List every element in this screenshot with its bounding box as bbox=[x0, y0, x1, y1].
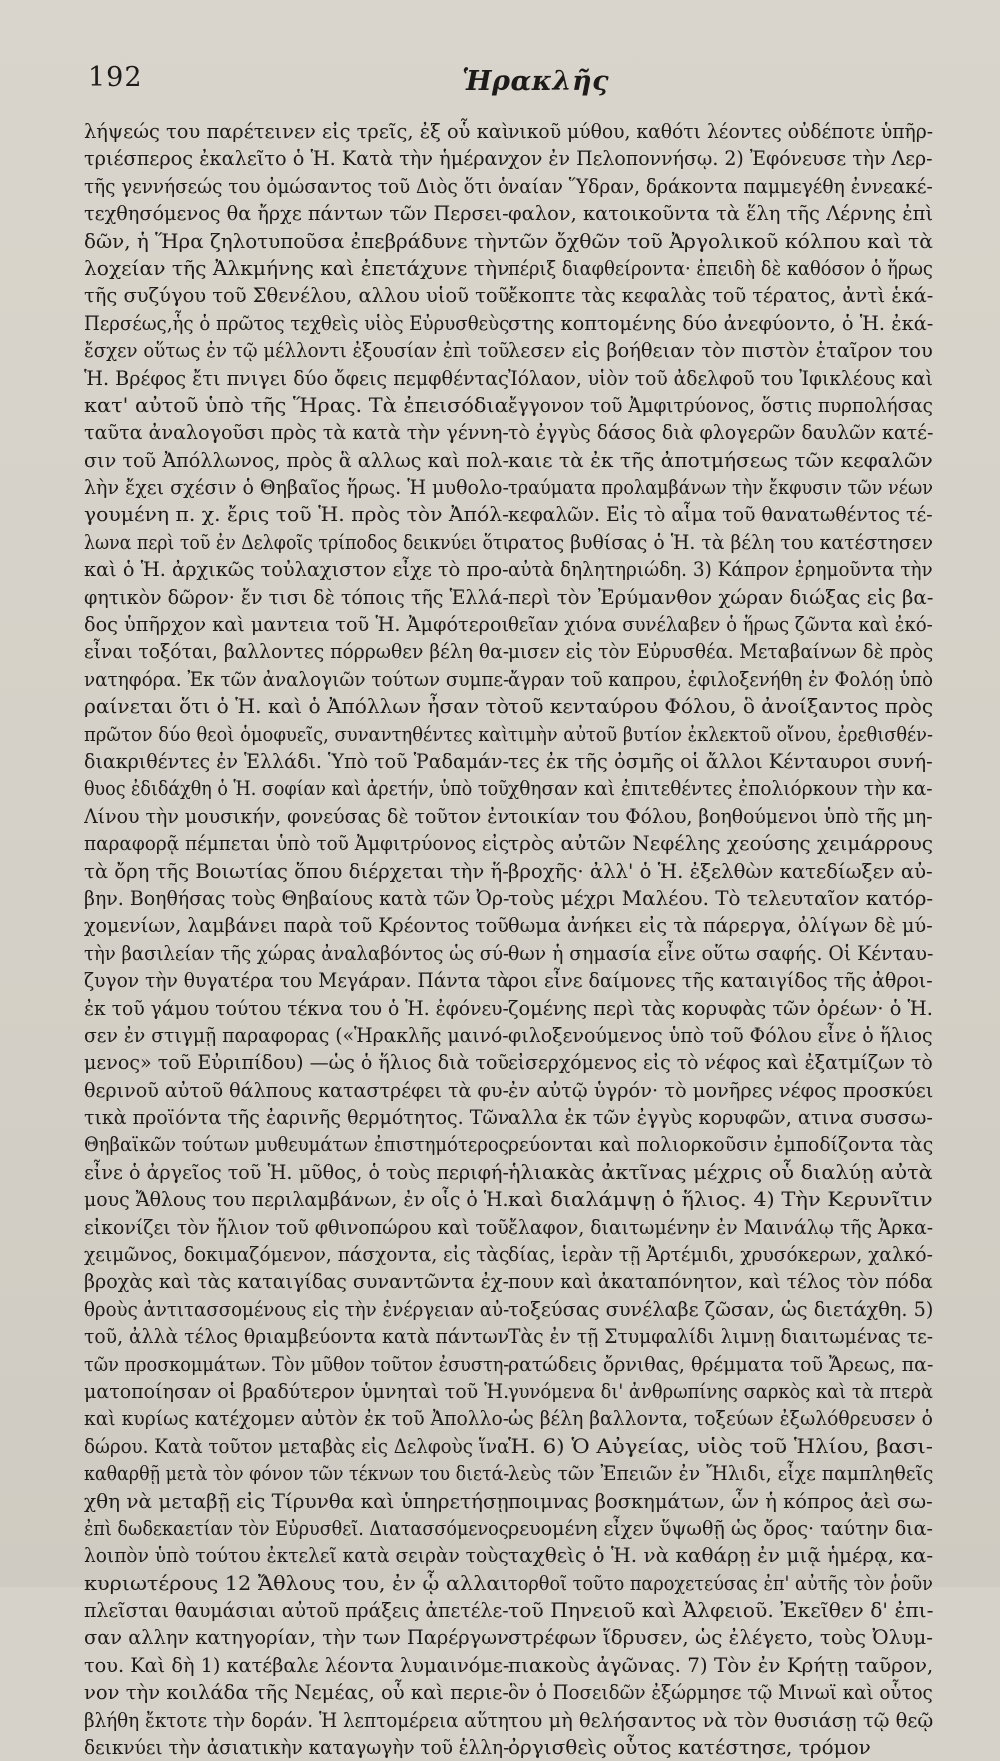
text-line bbox=[508, 310, 933, 337]
text-line-content: λοιπὸν ὑπὸ τούτου ἐκτελεῖ κατὰ σειρὰν τοὺς bbox=[84, 1543, 509, 1568]
text-line bbox=[508, 611, 933, 638]
text-line bbox=[508, 1022, 933, 1049]
text-line bbox=[84, 830, 509, 857]
text-line bbox=[508, 1049, 933, 1076]
text-line bbox=[508, 200, 933, 227]
text-line-content: νατηφόρα. Ἐκ τῶν ἀναλογιῶν τούτων συμπε- bbox=[84, 666, 509, 691]
text-line-content: χειμῶνος, δοκιμαζόμενον, πάσχοντα, εἰς τὰς bbox=[84, 1242, 509, 1267]
text-line bbox=[84, 255, 509, 282]
text-line bbox=[508, 1186, 933, 1213]
text-line bbox=[508, 995, 933, 1022]
text-line bbox=[508, 1652, 933, 1679]
text-line-content: τοῦ, ἀλλὰ τέλος θριαμβεύοντα κατὰ πάντων bbox=[84, 1324, 509, 1349]
text-line bbox=[508, 1707, 933, 1734]
text-line bbox=[508, 1104, 933, 1131]
text-line-content: τοξεύσας συνέλαβε ζῶσαν, ὡς διετάχθη. 5) bbox=[508, 1296, 933, 1321]
text-line bbox=[84, 1488, 509, 1515]
text-line bbox=[84, 200, 509, 227]
text-line-content: σεν ἐν στιγμῇ παραφορας («Ἡρακλῆς μαινό- bbox=[84, 1022, 509, 1047]
text-line bbox=[508, 501, 933, 528]
text-line-content: τρὸς αὐτῶν Νεφέλης χεούσης χειμάρρους bbox=[508, 831, 933, 856]
text-line bbox=[84, 365, 509, 392]
text-line bbox=[84, 1679, 509, 1706]
text-line-content: τῆς συζύγου τοῦ Σθενέλου, αλλου υἱοῦ τοῦ bbox=[84, 283, 509, 308]
text-line bbox=[84, 1104, 509, 1131]
text-line-content: τῶν προσκομμάτων. Τὸν μῦθον τοῦτον ἐσυστη- bbox=[84, 1351, 509, 1376]
text-line bbox=[508, 912, 933, 939]
text-line-content: πέριξ διαφθείροντα· ἐπειδὴ δὲ καθόσον ὁ ἥρως bbox=[508, 255, 933, 280]
text-line bbox=[84, 638, 509, 665]
text-line-content: λεὺς τῶν Ἐπειῶν ἐν Ἤλιδι, εἶχε παμπληθεῖς bbox=[508, 1461, 933, 1486]
text-line bbox=[84, 1405, 509, 1432]
text-line bbox=[508, 1542, 933, 1569]
text-line bbox=[84, 1296, 509, 1323]
text-line bbox=[508, 228, 933, 255]
text-line-content: χθησαν καὶ ἐπιτεθέντες ἐπολιόρκουν τὴν κα- bbox=[508, 776, 933, 801]
text-line bbox=[84, 1077, 509, 1104]
text-line bbox=[84, 529, 509, 556]
text-line bbox=[508, 1268, 933, 1295]
text-line-content: κατ' αὐτοῦ ὑπὸ τῆς Ἥρας. Τὰ ἐπεισόδια bbox=[84, 392, 509, 417]
text-line bbox=[84, 748, 509, 775]
text-line-content: τὰ ὄρη τῆς Βοιωτίας ὅπου διέρχεται τὴν ἥ- bbox=[84, 858, 509, 883]
text-line-content: τοῦ κενταύρου Φόλου, ὃ ἀνοίξαντος πρὸς bbox=[508, 694, 933, 719]
text-line-content: ἄγραν τοῦ καπρου, ἐφιλοξενήθη ἐν Φολόῃ ὑπὸ bbox=[508, 666, 933, 691]
text-line bbox=[84, 392, 509, 419]
text-line-content: εἰκονίζει τὸν ἥλιον τοῦ φθινοπώρου καὶ τοῦ bbox=[84, 1214, 509, 1239]
text-line-content: πιακοὺς ἀγῶνας. 7) Τὸν ἐν Κρήτῃ ταῦρον, bbox=[508, 1652, 933, 1677]
text-line-content: τὴν βασιλείαν τῆς χώρας ἀναλαβόντος ὡς σύ- bbox=[84, 940, 509, 965]
text-line bbox=[84, 501, 509, 528]
text-line-content: δος ὑπῆρχον καὶ μαντεια τοῦ Ἡ. Ἀμφότεροι bbox=[84, 612, 509, 637]
text-line bbox=[508, 173, 933, 200]
text-line-content: ρεύονται καὶ πολιορκοῦσιν ἐμποδίζοντα τὰς bbox=[508, 1132, 933, 1157]
text-line bbox=[508, 1460, 933, 1487]
text-line-content: δῶν, ἡ Ἥρα ζηλοτυποῦσα ἐπεβράδυνε τὴν bbox=[84, 228, 509, 253]
text-line bbox=[84, 940, 509, 967]
text-line-content: τῆς γεννήσεώς του ὀμώσαντος τοῦ Διὸς ὅτι ὁ bbox=[84, 173, 509, 198]
text-line bbox=[508, 474, 933, 501]
text-line-content: φιλοξενούμενος ὑπὸ τοῦ Φόλου εἶνε ὁ ἥλιος bbox=[508, 1022, 933, 1047]
text-line-content: λωνα περὶ τοῦ ἐν Δελφοῖς τρίποδος δεικνύει ὅτι bbox=[84, 529, 509, 554]
text-line-content: θυος ἐδιδάχθη ὁ Ἡ. σοφίαν καὶ ἀρετήν, ὑπὸ τοῦ bbox=[84, 776, 509, 801]
text-line bbox=[84, 1734, 509, 1761]
text-line bbox=[508, 1378, 933, 1405]
text-line bbox=[508, 775, 933, 802]
text-line-content: τες ἐκ τῆς ὀσμῆς οἱ ἄλλοι Κένταυροι συνή- bbox=[508, 748, 933, 773]
text-line bbox=[84, 912, 509, 939]
text-line-content: Περσέως,ἧς ὁ πρῶτος τεχθεὶς υἱὸς Εὐρυσθεὺς bbox=[84, 310, 509, 335]
text-line bbox=[84, 118, 509, 145]
text-line-content: Ἡ. Βρέφος ἔτι πνιγει δύο ὄφεις πεμφθέντας bbox=[84, 365, 509, 390]
text-line bbox=[508, 1351, 933, 1378]
text-line bbox=[508, 1433, 933, 1460]
text-line-content: βην. Βοηθήσας τοὺς Θηβαίους κατὰ τῶν Ὀρ- bbox=[84, 885, 509, 910]
text-line bbox=[508, 748, 933, 775]
text-line bbox=[84, 803, 509, 830]
text-line bbox=[84, 1214, 509, 1241]
text-line-content: τραύματα προλαμβάνων τὴν ἔκφυσιν τῶν νέων bbox=[508, 475, 933, 500]
text-line-content: αλλα ἐκ τῶν ἐγγὺς κορυφῶν, ατινα συσσω- bbox=[508, 1105, 933, 1130]
text-line-content: ροι εἶνε δαίμονες τῆς καταιγίδος τῆς ἀθροι- bbox=[508, 968, 933, 993]
text-line-content: διακριθέντες ἐν Ἑλλάδι. Ὑπὸ τοῦ Ῥαδαμάν- bbox=[84, 748, 509, 773]
text-line-content: τριέσπερος ἐκαλεῖτο ὁ Ἡ. Κατὰ τὴν ἡμέραν bbox=[84, 146, 509, 171]
text-line-content: σιν τοῦ Ἀπόλλωνος, πρὸς ἃ αλλως καὶ πολ- bbox=[84, 447, 509, 472]
text-line bbox=[508, 118, 933, 145]
text-line-content: ἔκοπτε τὰς κεφαλὰς τοῦ τέρατος, ἀντὶ ἑκά- bbox=[508, 283, 933, 308]
text-line bbox=[508, 1077, 933, 1104]
text-line bbox=[508, 830, 933, 857]
text-line-content: στρέφων ἵδρυσεν, ὡς ἐλέγετο, τοὺς Ὀλυμ- bbox=[508, 1625, 933, 1650]
text-line bbox=[508, 666, 933, 693]
text-line-content: του μὴ θελήσαντος νὰ τὸν θυσιάσῃ τῷ θεῷ bbox=[508, 1707, 933, 1732]
text-line-content: ἔσχεν οὕτως ἐν τῷ μέλλοντι ἐξουσίαν ἐπὶ τοῦ bbox=[84, 338, 509, 363]
text-line-content: λὴν ἔχει σχέσιν ὁ Θηβαῖος ἥρως. Ἡ μυθολο- bbox=[84, 475, 509, 500]
text-line bbox=[84, 1131, 509, 1158]
text-line bbox=[508, 447, 933, 474]
text-line-content: ἡλιακὰς ἀκτῖνας μέχρις οὗ διαλύῃ αὐτὰ bbox=[508, 1159, 933, 1184]
text-line bbox=[84, 228, 509, 255]
text-line-content: ζυγον τὴν θυγατέρα του Μεγάραν. Πάντα τὰ bbox=[84, 968, 509, 993]
text-line-content: τοὺς μέχρι Μαλέου. Τὸ τελευταῖον κατόρ- bbox=[508, 885, 933, 910]
text-line-content: ταχθεὶς ὁ Ἡ. νὰ καθάρῃ ἐν μιᾷ ἡμέρᾳ, κα- bbox=[508, 1543, 933, 1568]
text-line-content: πουν καὶ ἀκαταπόνητον, καὶ τέλος τὸν πόδα bbox=[508, 1269, 933, 1294]
text-line-content: εἶναι τοξόται, βαλλοντες πόρρωθεν βέλη θα- bbox=[84, 639, 509, 664]
text-line bbox=[84, 419, 509, 446]
text-line-content: κεφαλῶν. Εἰς τὸ αἷμα τοῦ θανατωθέντος τέ- bbox=[508, 502, 933, 527]
text-line bbox=[508, 556, 933, 583]
text-line-content: ραίνεται ὅτι ὁ Ἡ. καὶ ὁ Ἀπόλλων ἦσαν τὸ bbox=[84, 694, 509, 719]
text-line bbox=[84, 1433, 509, 1460]
text-line-content: ἐκ τοῦ γάμου τούτου τέκνα του ὁ Ἡ. ἐφόνευ- bbox=[84, 995, 509, 1020]
text-line bbox=[508, 940, 933, 967]
text-line bbox=[84, 556, 509, 583]
text-line bbox=[508, 638, 933, 665]
text-line-content: τοικίαν του Φόλου, βοηθούμενοι ὑπὸ τῆς μη- bbox=[508, 803, 933, 828]
text-line-content: γυνόμενα δι' ἀνθρωπίνης σαρκὸς καὶ τὰ πτερὰ bbox=[508, 1378, 933, 1403]
text-line bbox=[84, 1460, 509, 1487]
text-line bbox=[84, 1542, 509, 1569]
text-line bbox=[84, 310, 509, 337]
text-line bbox=[508, 858, 933, 885]
text-line-content: Ἰόλαον, υἱὸν τοῦ ἀδελφοῦ του Ἰφικλέους καὶ bbox=[508, 365, 933, 390]
text-line bbox=[84, 474, 509, 501]
text-line-content: τορθοῖ τοῦτο παροχετεύσας ἐπ' αὐτῆς τὸν ῥοῦν bbox=[508, 1570, 933, 1595]
text-line bbox=[84, 1351, 509, 1378]
text-line bbox=[84, 858, 509, 885]
text-line-content: καὶ διαλάμψῃ ὁ ἥλιος. 4) Τὴν Κερυνῖτιν bbox=[508, 1187, 933, 1212]
text-line-content: μους Ἄθλους του περιλαμβάνων, ἐν οἷς ὁ Ἡ. bbox=[84, 1187, 509, 1212]
text-line bbox=[84, 1323, 509, 1350]
text-line bbox=[84, 1707, 509, 1734]
text-line bbox=[84, 447, 509, 474]
text-line-content: βροχῆς· ἀλλ' ὁ Ἡ. ἐξελθὼν κατεδίωξεν αὐ- bbox=[508, 858, 933, 883]
text-line-content: δεικνύει τὴν ἀσιατικὴν καταγωγὴν τοῦ ἑλλη- bbox=[84, 1735, 509, 1760]
text-line bbox=[508, 1323, 933, 1350]
text-line bbox=[84, 775, 509, 802]
text-line bbox=[84, 1378, 509, 1405]
text-line-content: μισεν εἰς τὸν Εὐρυσθέα. Μεταβαίνων δὲ πρὸς bbox=[508, 639, 933, 664]
running-title: Ἡρακλῆς bbox=[462, 66, 610, 97]
text-line bbox=[508, 365, 933, 392]
text-line bbox=[508, 885, 933, 912]
text-line bbox=[84, 1570, 509, 1597]
text-line-content: θεῖαν χιόνα συνέλαβεν ὁ ἥρως ζῶντα καὶ ἐκό- bbox=[508, 612, 933, 637]
text-line-content: θωμα ἀνήκει εἰς τὰ πάρεργα, ὀλίγων δὲ μύ- bbox=[508, 913, 933, 938]
text-line-content: φαλον, κατοικοῦντα τὰ ἕλη τῆς Λέρνης ἐπὶ bbox=[508, 201, 933, 226]
text-line-content: Τὰς ἐν τῇ Στυμφαλίδι λιμνῃ διαιτωμένας τε- bbox=[508, 1324, 933, 1349]
text-line bbox=[508, 1570, 933, 1597]
text-line-content: χον ἐν Πελοποννήσῳ. 2) Ἐφόνευσε τὴν Λερ- bbox=[508, 146, 933, 171]
text-line-content: ματοποίησαν οἱ βραδύτερον ὑμνηταὶ τοῦ Ἡ. bbox=[84, 1378, 509, 1403]
text-line bbox=[84, 1652, 509, 1679]
text-line-content: του. Καὶ δὴ 1) κατέβαλε λέοντα λυμαινόμε- bbox=[84, 1652, 509, 1677]
text-line bbox=[508, 392, 933, 419]
text-line bbox=[508, 1405, 933, 1432]
text-line bbox=[508, 1597, 933, 1624]
text-line-content: Θηβαϊκῶν τούτων μυθευμάτων ἐπιστημότερος bbox=[84, 1132, 509, 1157]
text-line bbox=[84, 666, 509, 693]
text-line-content: θων ἡ σημασία εἶνε οὕτω σαφής. Οἱ Κένταυ- bbox=[508, 940, 933, 965]
text-line bbox=[84, 611, 509, 638]
text-line bbox=[508, 693, 933, 720]
text-line-content: φητικὸν δῶρον· ἔν τισι δὲ τόποις τῆς Ἑλλά- bbox=[84, 584, 509, 609]
text-line bbox=[84, 967, 509, 994]
text-line-content: τιμὴν αὐτοῦ βυτίον ἐκλεκτοῦ οἴνου, ἐρεθισθέν- bbox=[508, 721, 933, 746]
left-text-column bbox=[84, 118, 509, 1761]
text-line-content: δίας, ἱερὰν τῇ Ἀρτέμιδι, χρυσόκερων, χαλκό- bbox=[508, 1242, 933, 1267]
text-line-content: μενος» τοῦ Εὐριπίδου) —ὡς ὁ ἥλιος διὰ τοῦ bbox=[84, 1050, 509, 1075]
text-line-content: λήψεώς του παρέτεινεν εἰς τρεῖς, ἐξ οὗ καὶ bbox=[84, 119, 509, 143]
text-line-content: ἔλαφον, διαιτωμένην ἐν Μαινάλῳ τῆς Ἀρκα- bbox=[508, 1214, 933, 1239]
text-line bbox=[84, 1597, 509, 1624]
text-line-content: στης κοπτομένης δύο ἀνεφύοντο, ὁ Ἡ. ἐκά- bbox=[508, 310, 933, 335]
text-line-content: ὡς βέλη βαλλοντα, τοξεύων ἐξωλόθρευσεν ὁ bbox=[508, 1406, 933, 1431]
text-line bbox=[508, 1214, 933, 1241]
text-line-content: τοῦ Πηνειοῦ καὶ Ἀλφειοῦ. Ἐκεῖθεν δ' ἐπι- bbox=[508, 1598, 933, 1623]
text-line bbox=[84, 1022, 509, 1049]
text-line-content: ἔγγονον τοῦ Ἀμφιτρύονος, ὅστις πυρπολήσας bbox=[508, 392, 933, 417]
text-line bbox=[508, 1515, 933, 1542]
page-number: 192 bbox=[88, 62, 143, 93]
text-line-content: σαν αλλην κατηγορίαν, τὴν των Παρέργων bbox=[84, 1625, 509, 1650]
text-line bbox=[84, 885, 509, 912]
text-line bbox=[508, 967, 933, 994]
text-line bbox=[508, 419, 933, 446]
text-line bbox=[84, 1159, 509, 1186]
text-line-content: τῶν ὄχθῶν τοῦ Ἀργολικοῦ κόλπου καὶ τὰ bbox=[508, 228, 933, 253]
text-line bbox=[84, 1186, 509, 1213]
text-line bbox=[508, 1131, 933, 1158]
text-line bbox=[508, 1679, 933, 1706]
text-line bbox=[508, 145, 933, 172]
text-line bbox=[84, 721, 509, 748]
text-line bbox=[84, 1515, 509, 1542]
text-line-content: καὶ ὁ Ἡ. ἀρχικῶς τοὐλαχιστον εἶχε τὸ προ- bbox=[84, 557, 509, 582]
text-line bbox=[508, 1488, 933, 1515]
text-line bbox=[84, 337, 509, 364]
text-line bbox=[508, 1296, 933, 1323]
text-line-content: ναίαν Ὕδραν, δράκοντα παμμεγέθη ἐννεακέ- bbox=[508, 173, 933, 198]
text-line bbox=[84, 584, 509, 611]
text-line-content: πρῶτον δύο θεοὶ ὁμοφυεῖς, συναντηθέντες καὶ bbox=[84, 721, 509, 746]
text-line-content: τεχθησόμενος θα ἤρχε πάντων τῶν Περσει- bbox=[84, 201, 509, 226]
text-line bbox=[84, 693, 509, 720]
text-line-content: εἶνε ὁ ἀργεῖος τοῦ Ἡ. μῦθος, ὁ τοὺς περιφή- bbox=[84, 1159, 509, 1184]
text-line-content: ζομένης περὶ τὰς κορυφὰς τῶν ὀρέων· ὁ Ἡ. bbox=[508, 995, 933, 1020]
text-line-content: θροὺς ἀντιτασσομένους εἰς τὴν ἐνέργειαν αὐ- bbox=[84, 1296, 509, 1321]
text-line-content: ταῦτα ἀναλογοῦσι πρὸς τὰ κατὰ τὴν γέννη- bbox=[84, 420, 509, 445]
text-line-content: καιε τὰ ἐκ τῆς ἀποτμήσεως τῶν κεφαλῶν bbox=[508, 447, 933, 472]
text-line bbox=[84, 282, 509, 309]
text-line-content: αὐτὰ δηλητηριώδη. 3) Κάπρον ἐρημοῦντα τὴν bbox=[508, 557, 933, 582]
text-line-content: ρευομένη εἶχεν ὕψωθῇ ὡς ὄρος· ταύτην δια- bbox=[508, 1515, 933, 1540]
text-line-content: χομενίων, λαμβάνει παρὰ τοῦ Κρέοντος τοῦ bbox=[84, 913, 509, 938]
text-line bbox=[508, 282, 933, 309]
text-line-content: δώρου. Κατὰ τοῦτον μεταβὰς εἰς Δελφοὺς ἵνα bbox=[84, 1433, 509, 1458]
text-line bbox=[508, 803, 933, 830]
text-line-content: περὶ τὸν Ἐρύμανθον χώραν διώξας εἰς βα- bbox=[508, 584, 933, 609]
text-line bbox=[508, 721, 933, 748]
text-line-content: ποιμνας βοσκημάτων, ὧν ἡ κόπρος ἀεὶ σω- bbox=[508, 1488, 933, 1513]
text-line-content: ρατώδεις ὄρνιθας, θρέμματα τοῦ Ἄρεως, πα- bbox=[508, 1351, 933, 1376]
text-line bbox=[508, 1624, 933, 1651]
text-line bbox=[508, 529, 933, 556]
text-line bbox=[84, 995, 509, 1022]
text-line-content: γουμένη π. χ. ἔρις τοῦ Ἡ. πρὸς τὸν Ἀπόλ- bbox=[84, 502, 509, 527]
text-line bbox=[84, 1268, 509, 1295]
text-line-content: λεσεν εἰς βοήθειαν τὸν πιστὸν ἑταῖρον του bbox=[508, 338, 933, 363]
text-line-content: νικοῦ μύθου, καθότι λέοντες οὐδέποτε ὑπῆρ- bbox=[508, 119, 933, 143]
text-line bbox=[508, 1159, 933, 1186]
text-line bbox=[84, 1241, 509, 1268]
text-line-content: κυριωτέρους 12 Ἄθλους του, ἐν ᾧ αλλαι bbox=[84, 1570, 509, 1595]
text-line-content: πλεῖσται θαυμάσιαι αὐτοῦ πράξεις ἀπετέλε- bbox=[84, 1598, 509, 1623]
text-line-content: βλήθη ἔκτοτε τὴν δοράν. Ἡ λεπτομέρεια αὕτη bbox=[84, 1707, 509, 1732]
text-line-content: χθη νὰ μεταβῇ εἰς Τίρυνθα καὶ ὑπηρετήσῃ bbox=[84, 1488, 509, 1513]
text-line-content: παραφορᾷ πέμπεται ὑπὸ τοῦ Ἀμφιτρύονος εἰς bbox=[84, 831, 509, 856]
text-line bbox=[508, 1734, 933, 1761]
text-line-content: Ἡ. 6) Ὁ Αὐγείας, υἱὸς τοῦ Ἡλίου, βασι- bbox=[508, 1433, 933, 1458]
text-line-content: τὸ ἐγγὺς δάσος διὰ φλογερῶν δαυλῶν κατέ- bbox=[508, 420, 933, 445]
text-line-content: τικὰ προϊόντα τῆς ἐαρινῆς θερμότητος. Τῶν bbox=[84, 1105, 509, 1130]
text-line bbox=[84, 145, 509, 172]
text-line bbox=[84, 1049, 509, 1076]
text-line-content: ὀργισθεὶς οὗτος κατέστησε, τρόμον bbox=[508, 1735, 871, 1760]
text-line-content: νον τὴν κοιλάδα τῆς Νεμέας, οὗ καὶ περιε- bbox=[84, 1680, 509, 1705]
text-line-content: βροχὰς καὶ τὰς καταιγίδας συναντῶντα ἐχ- bbox=[84, 1269, 509, 1294]
text-line-content: ἐπὶ δωδεκαετίαν τὸν Εὐρυσθεῖ. Διατασσόμενος bbox=[84, 1515, 509, 1540]
text-line bbox=[508, 1241, 933, 1268]
text-line-content: ἐν αὐτῷ ὑγρόν· τὸ μονῆρες νέφος προσκύει bbox=[508, 1077, 933, 1102]
text-line-content: καὶ κυρίως κατέχομεν αὐτὸν ἐκ τοῦ Ἀπολλο- bbox=[84, 1406, 509, 1431]
text-line bbox=[84, 1624, 509, 1651]
right-text-column bbox=[508, 118, 933, 1761]
text-line-content: καθαρθῇ μετὰ τὸν φόνον τῶν τέκνων του διετά- bbox=[84, 1461, 509, 1486]
text-line-content: εἰσερχόμενος εἰς τὸ νέφος καὶ ἐξατμίζων τὸ bbox=[508, 1050, 933, 1075]
text-line bbox=[508, 255, 933, 282]
text-line-content: θερινοῦ αὐτοῦ θάλπους καταστρέφει τὰ φυ- bbox=[84, 1077, 509, 1102]
text-line-content: Λίνου τὴν μουσικήν, φονεύσας δὲ τοῦτον ἐν bbox=[84, 803, 509, 828]
text-line-content: ρατος βυθίσας ὁ Ἡ. τὰ βέλη του κατέστησεν bbox=[508, 529, 933, 554]
text-line bbox=[508, 337, 933, 364]
text-line bbox=[508, 584, 933, 611]
text-line-content: ὃν ὁ Ποσειδῶν ἐξώρμησε τῷ Μινωϊ καὶ οὗτος bbox=[508, 1680, 933, 1705]
text-line bbox=[84, 173, 509, 200]
text-line-content: λοχείαν τῆς Ἀλκμήνης καὶ ἐπετάχυνε τὴν bbox=[84, 255, 509, 280]
